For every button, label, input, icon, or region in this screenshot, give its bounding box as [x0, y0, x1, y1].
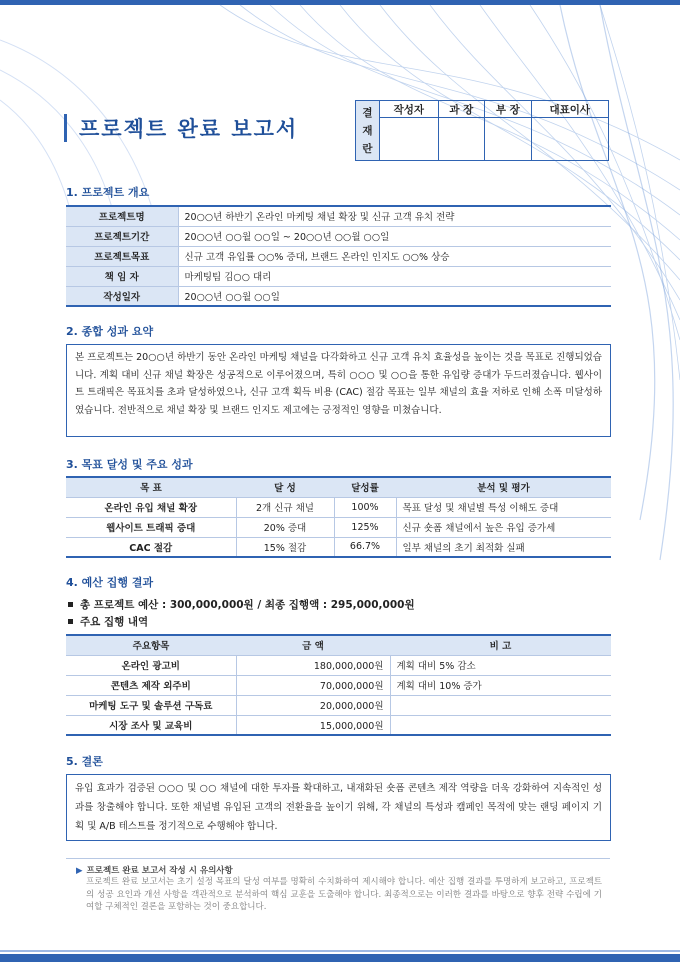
budget-detail-heading — [68, 614, 148, 629]
table-row — [66, 517, 611, 537]
achieved-cell: 15% 절감 — [236, 537, 334, 557]
overview-value: 20○○년 ○○월 ○○일 — [178, 286, 611, 306]
column-header: 금 액 — [236, 635, 390, 655]
signature-cell[interactable] — [531, 118, 608, 161]
goal-cell: CAC 절감 — [66, 537, 236, 557]
overview-table — [66, 205, 611, 307]
achieved-cell: 20% 증대 — [236, 517, 334, 537]
overview-value: 20○○년 하반기 온라인 마케팅 채널 확장 및 신규 고객 유치 전략 — [178, 206, 611, 226]
overview-key: 프로젝트명 — [66, 206, 178, 226]
budget-item-cell: 콘텐츠 제작 외주비 — [66, 675, 236, 695]
approval-label — [356, 101, 380, 161]
approval-header-writer: 작성자 — [380, 101, 439, 118]
goal-cell: 온라인 유입 채널 확장 — [66, 497, 236, 517]
column-header: 달 성 — [236, 477, 334, 497]
table-row — [66, 206, 611, 226]
overview-value: 마케팅팀 김○○ 대리 — [178, 266, 611, 286]
column-header: 목 표 — [66, 477, 236, 497]
approval-header-manager: 과 장 — [438, 101, 484, 118]
notes-title-text: 프로젝트 완료 보고서 작성 시 유의사항 — [86, 866, 233, 876]
column-header: 주요항목 — [66, 635, 236, 655]
analysis-cell: 목표 달성 및 채널별 특성 이해도 증대 — [396, 497, 611, 517]
approval-label-char: 란 — [362, 142, 373, 155]
approval-label-char: 재 — [362, 124, 373, 137]
rate-cell: 125% — [334, 517, 396, 537]
achieved-cell: 2개 신규 채널 — [236, 497, 334, 517]
rate-cell: 66.7% — [334, 537, 396, 557]
approval-label-char: 결 — [362, 106, 373, 119]
analysis-cell: 신규 숏폼 채널에서 높은 유입 증가세 — [396, 517, 611, 537]
table-row — [66, 715, 611, 735]
budget-item-cell: 마케팅 도구 및 솔루션 구독료 — [66, 695, 236, 715]
goal-cell: 웹사이트 트래픽 증대 — [66, 517, 236, 537]
document-title-group — [64, 113, 298, 143]
column-header: 비 고 — [390, 635, 611, 655]
page-title: 프로젝트 완료 보고서 — [79, 117, 299, 141]
table-row — [66, 695, 611, 715]
budget-note-cell — [390, 695, 611, 715]
table-row — [66, 497, 611, 517]
summary-text-box: 본 프로젝트는 20○○년 하반기 동안 온라인 마케팅 채널을 다각화하고 신규 고객 유치 효율성을 높이는 것을 목표로 진행되었습니다. 계획 대비 신규 채널 확장은 성공적으로 이루어졌으며, 특히 ○○○ 및 ○○을 통한 유입량 증대가 두드러졌습니다. 웹사이트 트래픽은 목표치를 초과 달성하였으나, 신규 고객 획득 비용 (CAC) 절감 목표는 일부 채널의 효율 저하로 인해 소폭 미달성하였습니다. 전반적으로 채널 확장 및 브랜드 인지도 제고에는 긍정적인 영향을 미쳤습니다. — [66, 344, 611, 437]
rate-cell: 100% — [334, 497, 396, 517]
budget-amount-cell: 70,000,000원 — [236, 675, 390, 695]
conclusion-text-box: 유입 효과가 검증된 ○○○ 및 ○○ 채널에 대한 투자를 확대하고, 내재화된 숏폼 콘텐츠 제작 역량을 더욱 강화하여 지속적인 성과를 창출해야 합니다. 또한 채널별 유입된 고객의 전환율을 높이기 위해, 각 채널의 특성과 캠페인 목적에 맞는 랜딩 페이지 기획 및 A/B 테스트를 정기적으로 수행해야 합니다. — [66, 774, 611, 841]
budget-item-cell: 시장 조사 및 교육비 — [66, 715, 236, 735]
bullet-square-icon — [68, 602, 73, 607]
overview-key: 프로젝트목표 — [66, 246, 178, 266]
budget-amount-cell: 15,000,000원 — [236, 715, 390, 735]
table-row — [66, 537, 611, 557]
table-row — [66, 246, 611, 266]
budget-amount-cell: 180,000,000원 — [236, 655, 390, 675]
section-heading-conclusion: 5. 결론 — [66, 755, 103, 768]
budget-total-text: 총 프로젝트 예산 : 300,000,000원 / 최종 집행액 : 295,000,000원 — [80, 599, 415, 611]
overview-key: 작성일자 — [66, 286, 178, 306]
budget-item-cell: 온라인 광고비 — [66, 655, 236, 675]
notes-title — [76, 864, 233, 876]
section-heading-achievements: 3. 목표 달성 및 주요 성과 — [66, 458, 193, 471]
approval-header-director: 부 장 — [485, 101, 531, 118]
table-row — [66, 286, 611, 306]
section-heading-summary: 2. 종합 성과 요약 — [66, 325, 154, 338]
section-heading-overview: 1. 프로젝트 개요 — [66, 186, 150, 199]
achievements-table — [66, 476, 611, 558]
column-header: 달성률 — [334, 477, 396, 497]
signature-cell[interactable] — [485, 118, 531, 161]
notes-divider — [66, 858, 610, 859]
budget-note-cell — [390, 715, 611, 735]
table-row — [66, 226, 611, 246]
signature-cell[interactable] — [438, 118, 484, 161]
table-header-row — [66, 477, 611, 497]
triangle-right-icon: ▶ — [76, 866, 83, 876]
budget-note-cell: 계획 대비 5% 감소 — [390, 655, 611, 675]
budget-amount-cell: 20,000,000원 — [236, 695, 390, 715]
notes-body: 프로젝트 완료 보고서는 초기 설정 목표의 달성 여부를 명확히 수치화하여 제시해야 합니다. 예산 집행 결과를 투명하게 보고하고, 프로젝트의 성공 요인과 개선 사항을 객관적으로 분석하여 핵심 교훈을 도출해야 합니다. 최종적으로는 이러한 결과를 바탕으로 향후 전략 수립에 기여할 구체적인 결론을 포함하는 것이 중요합니다. — [86, 877, 602, 912]
approval-header-ceo: 대표이사 — [531, 101, 608, 118]
top-accent-bar — [0, 0, 680, 5]
overview-key: 책 임 자 — [66, 266, 178, 286]
budget-note-cell: 계획 대비 10% 증가 — [390, 675, 611, 695]
table-row — [66, 266, 611, 286]
signature-cell[interactable] — [380, 118, 439, 161]
table-header-row — [66, 635, 611, 655]
budget-detail-text: 주요 집행 내역 — [80, 616, 149, 628]
table-row — [66, 675, 611, 695]
overview-value: 20○○년 ○○월 ○○일 ~ 20○○년 ○○월 ○○일 — [178, 226, 611, 246]
column-header: 분석 및 평가 — [396, 477, 611, 497]
overview-value: 신규 고객 유입률 ○○% 증대, 브랜드 온라인 인지도 ○○% 상승 — [178, 246, 611, 266]
bottom-stripe — [0, 950, 680, 952]
section-heading-budget: 4. 예산 집행 결과 — [66, 576, 154, 589]
title-accent-bar — [64, 114, 67, 142]
budget-total-line — [68, 597, 415, 612]
budget-table — [66, 634, 611, 736]
bullet-square-icon — [68, 619, 73, 624]
table-row — [66, 655, 611, 675]
bottom-accent-bar — [0, 954, 680, 962]
approval-signature-box — [355, 100, 609, 161]
analysis-cell: 일부 채널의 초기 최적화 실패 — [396, 537, 611, 557]
overview-key: 프로젝트기간 — [66, 226, 178, 246]
